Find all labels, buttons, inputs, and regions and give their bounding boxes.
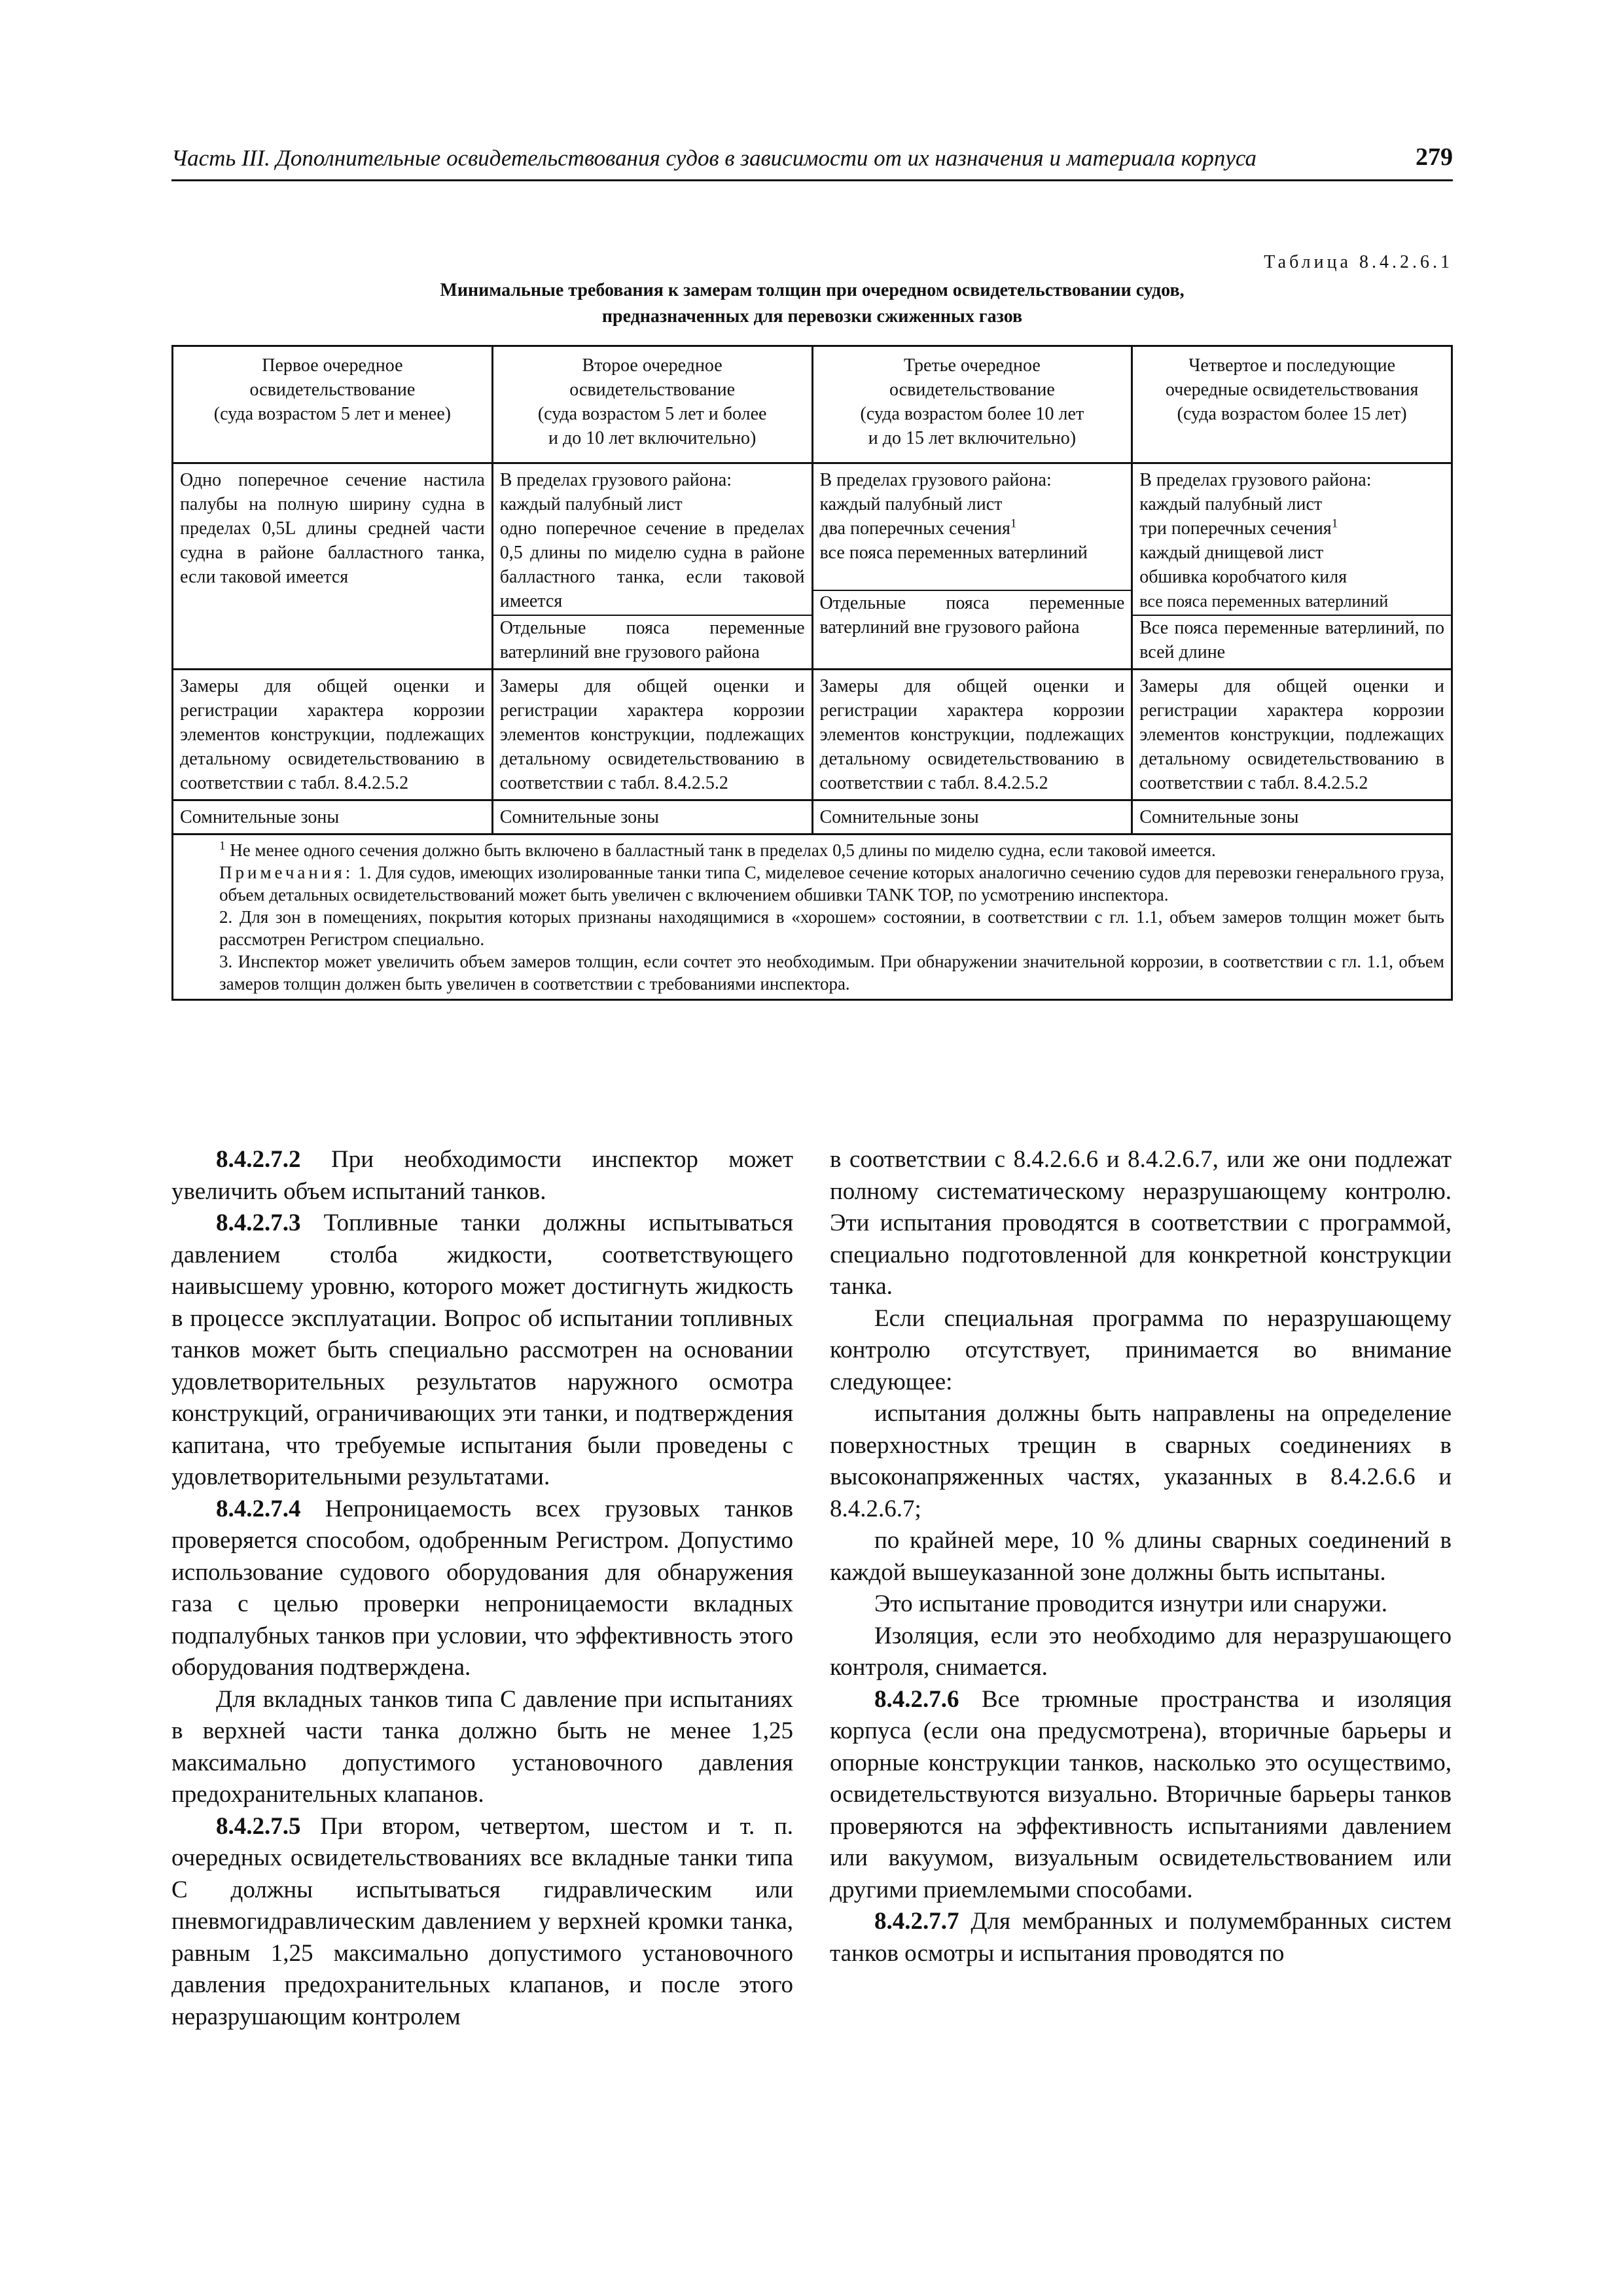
table-caption-line: предназначенных для перевозки сжиженных газов [601,306,1023,327]
footnote: $^1$ Не менее одного сечения должно быть включено в балластный танк в пределах 0,5 длины по миделю судна, если таковой имеется. [219,839,1216,860]
table-caption [171,278,1453,330]
paragraph: Для вкладных танков типа C давление при испытаниях в верхней части танка должно быть не менее 1,25 максимально допустимого установочного давления предохранительных клапанов. [171,1685,793,1808]
column-header-3: Третье очередное освидетельствование (суда возрастом более 10 лет и до 15 лет включительно) [812,346,1132,463]
paragraph: Если специальная программа по неразрушающему контролю отсутствует, принимается во внимание следующее: [830,1304,1452,1395]
paragraph: 8.4.2.7.2 При необходимости инспектор может увеличить объем испытаний танков. [171,1146,793,1205]
table-header-row [173,346,1452,463]
note-3: 3. Инспектор может увеличить объем замеров толщин, если сочтет это необходимым. При обнаружении значительной коррозии, в соответствии с гл. 1.1, объем замеров толщин должен быть увеличен в соответствии с требованиями инспектора. [219,952,1444,994]
table-row-suspect-areas [173,800,1452,834]
table-notes [173,834,1452,1000]
table-cell: В пределах грузового района: каждый палубный лист три поперечных сечения$^1$ каждый днищевой лист обшивка коробчатого киля все пояса переменных ватерлиний Все пояса переменные ватерлиний, по всей длине [1132,463,1452,670]
note-2: 2. Для зон в помещениях, покрытия которых признаны находящимися в «хорошем» состоянии, в соответствии с гл. 1.1, объем замеров толщин может быть рассмотрен Регистром специально. [219,907,1444,949]
table-cell: В пределах грузового района: каждый палубный лист два поперечных сечения$^1$ все пояса переменных ватерлиний Отдельные пояса переменные ватерлиний вне грузового района [812,463,1132,670]
column-header-1: Первое очередное освидетельствование (суда возрастом 5 лет и менее) [173,346,493,463]
table-notes-row [173,834,1452,1000]
running-header [171,145,1453,181]
footnote-mark: 1 [1010,516,1017,531]
table-cell: Сомнительные зоны [173,800,493,834]
body-column-right [830,1144,1452,1969]
paragraph: 8.4.2.7.4 Непроницаемость всех грузовых танков проверяется способом, одобренным Регистром. Допустимо использование судового оборудования для обнаружения газа с целью проверки непроницаемости вкладных подпалубных танков при условии, что эффективность этого оборудования подтверждена. [171,1495,793,1681]
column-header-4: Четвертое и последующие очередные освидетельствования (суда возрастом более 15 лет) [1132,346,1452,463]
table-caption-line: Минимальные требования к замерам толщин при очередном освидетельствовании судов, [440,280,1185,300]
paragraph: 8.4.2.7.7 Для мембранных и полумембранных систем танков осмотры и испытания проводятся по [830,1908,1452,1967]
paragraph: 8.4.2.7.5 При втором, четвертом, шестом и т. п. очередных освидетельствованиях все вкладные танки типа C должны испытываться гидравлическим или пневмогидравлическим давлением у верхней кромки танка, равным 1,25 максимально допустимого установочного давления предохранительных клапанов, и после этого неразрушающим контролем [171,1812,793,2030]
page-number: 279 [1416,143,1453,171]
paragraph: по крайней мере, 10 % длины сварных соединений в каждой вышеуказанной зоне должны быть испытаны. [830,1527,1452,1586]
paragraph: 8.4.2.7.6 Все трюмные пространства и изоляция корпуса (если она предусмотрена), вторичные барьеры и опорные конструкции танков, насколько это осуществимо, освидетельствуются визуально. Вторичные барьеры танков проверяются на эффективность испытаниями давлением или вакуумом, визуальным освидетельствованием или другими приемлемыми способами. [830,1685,1452,1903]
table-cell: Сомнительные зоны [492,800,812,834]
table-row-measurements [173,670,1452,800]
table-cell: Сомнительные зоны [812,800,1132,834]
body-column-left [171,1144,793,2033]
paragraph: 8.4.2.7.3 Топливные танки должны испытываться давлением столба жидкости, соответствующего наивысшему уровню, которого может достигнуть жидкость в процессе эксплуатации. Вопрос об испытании топливных танков может быть специально рассмотрен на основании удовлетворительных результатов наружного осмотра конструкций, ограничивающих эти танки, и подтверждения капитана, что требуемые испытания были проведены с удовлетворительными результатами. [171,1210,793,1490]
note-1: Примечания: 1. Для судов, имеющих изолированные танки типа C, миделевое сечение которых аналогично сечению судов для перевозки генерального груза, объем детальных освидетельствований может быть увеличен с включением обшивки TANK TOP, по усмотрению инспектора. [219,863,1444,905]
table-cell: Замеры для общей оценки и регистрации характера коррозии элементов конструкции, подлежащих детальному освидетельствованию в соответствии с табл. 8.4.2.5.2 [812,670,1132,800]
paragraph: в соответствии с 8.4.2.6.6 и 8.4.2.6.7, или же они подлежат полному систематическому неразрушающему контролю. Эти испытания проводятся в соответствии с программой, специально подготовленной для конкретной конструкции танка. [830,1146,1452,1300]
table-row-scope [173,463,1452,670]
running-header-title: Часть III. Дополнительные освидетельствования судов в зависимости от их назначения и материала корпуса [171,145,1257,171]
footnote-mark: 1 [1331,516,1338,531]
requirements-table [171,345,1453,1001]
paragraph: Изоляция, если это необходимо для неразрушающего контроля, снимается. [830,1622,1452,1681]
table-cell: Замеры для общей оценки и регистрации характера коррозии элементов конструкции, подлежащих детальному освидетельствованию в соответствии с табл. 8.4.2.5.2 [173,670,493,800]
table-cell: Замеры для общей оценки и регистрации характера коррозии элементов конструкции, подлежащих детальному освидетельствованию в соответствии с табл. 8.4.2.5.2 [492,670,812,800]
paragraph: Это испытание проводится изнутри или снаружи. [874,1590,1387,1617]
column-header-2: Второе очередное освидетельствование (суда возрастом 5 лет и более и до 10 лет включительно) [492,346,812,463]
table-cell: В пределах грузового района: каждый палубный лист одно поперечное сечение в пределах 0,5 длины по миделю судна в районе балластного танка, если таковой имеется Отдельные пояса переменные ватерлиний вне грузового района [492,463,812,670]
table-cell: Сомнительные зоны [1132,800,1452,834]
requirements-table-wrapper [171,345,1453,1001]
table-cell: Одно поперечное сечение настила палубы на полную ширину судна в пределах 0,5L длины средней части судна в районе балластного танка, если таковой имеется [173,463,493,670]
table-number: Таблица 8.4.2.6.1 [1264,252,1453,272]
table-cell: Замеры для общей оценки и регистрации характера коррозии элементов конструкции, подлежащих детальному освидетельствованию в соответствии с табл. 8.4.2.5.2 [1132,670,1452,800]
paragraph: испытания должны быть направлены на определение поверхностных трещин в сварных соединениях в высоконапряженных частях, указанных в 8.4.2.6.6 и 8.4.2.6.7; [830,1400,1452,1522]
